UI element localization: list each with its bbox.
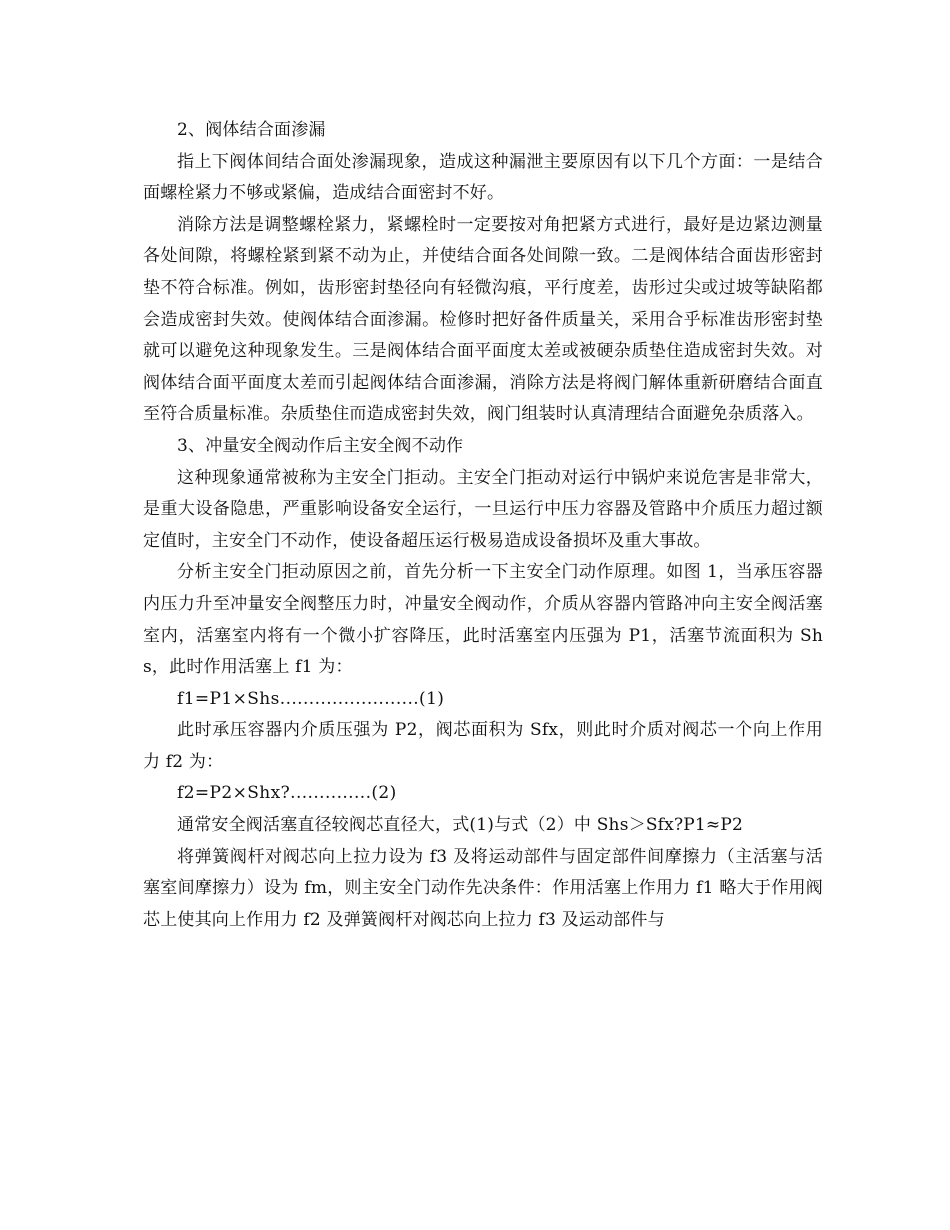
- formula-2: f2=P2×Shx?..............(2): [177, 783, 397, 804]
- section-heading-valve-joint-leak: 2、阀体结合面渗漏: [177, 120, 326, 140]
- paragraph-diameter-comparison: 通常安全阀活塞直径较阀芯直径大，式(1)与式（2）中 Shs＞Sfx?P1≈P2: [177, 815, 744, 836]
- paragraph-leak-causes: 指上下阀体间结合面处渗漏现象，造成这种漏泄主要原因有以下几个方面：一是结合面螺栓紧力不够或紧偏，造成结合面密封不好。: [143, 151, 823, 204]
- paragraph-valve-core-force: 此时承压容器内介质压强为 P2，阀芯面积为 Sfx，则此时介质对阀芯一个向上作用力 f2 为：: [143, 720, 823, 772]
- paragraph-elimination-methods: 消除方法是调整螺栓紧力，紧螺栓时一定要按对角把紧方式进行，最好是边紧边测量各处间隙，将螺栓紧到紧不动为止，并使结合面各处间隙一致。二是阀体结合面齿形密封垫不符合标准。例如，齿形密封垫径向有轻微沟痕，平行度差，齿形过尖或过坡等缺陷都会造成密封失效。使阀体结合面渗漏。检修时把好备件质量关，采用合乎标准齿形密封垫就可以避免这种现象发生。三是阀体结合面平面度太差或被硬杂质垫住造成密封失效。对阀体结合面平面度太差而引起阀体结合面渗漏，消除方法是将阀门解体重新研磨结合面直至符合质量标准。杂质垫住而造成密封失效，阀门组装时认真清理结合面避免杂质落入。: [143, 214, 823, 425]
- paragraph-action-principle: 分析主安全门拒动原因之前，首先分析一下主安全门动作原理。如图 1，当承压容器内压力升至冲量安全阀整压力时，冲量安全阀动作，介质从容器内管路冲向主安全阀活塞室内，活塞室内将有一个微小扩容降压，此时活塞室内压强为 P1，活塞节流面积为 Shs，此时作用活塞上 f1 为：: [143, 562, 823, 678]
- formula-1: f1=P1×Shs........................(1): [177, 688, 445, 709]
- paragraph-action-condition: 将弹簧阀杆对阀芯向上拉力设为 f3 及将运动部件与固定部件间摩擦力（主活塞与活塞室间摩擦力）设为 fm，则主安全门动作先决条件：作用活塞上作用力 f1 略大于作用阀芯上使其向上作用力 f2 及弹簧阀杆对阀芯向上拉力 f3 及运动部件与: [143, 846, 823, 930]
- document-body: [143, 115, 823, 936]
- paragraph-refusal-description: 这种现象通常被称为主安全门拒动。主安全门拒动对运行中锅炉来说危害是非常大，是重大设备隐患，严重影响设备安全运行，一旦运行中压力容器及管路中介质压力超过额定值时，主安全门不动作，使设备超压运行极易造成设备损坏及重大事故。: [143, 467, 823, 551]
- section-heading-main-valve-no-action: 3、冲量安全阀动作后主安全阀不动作: [177, 435, 464, 456]
